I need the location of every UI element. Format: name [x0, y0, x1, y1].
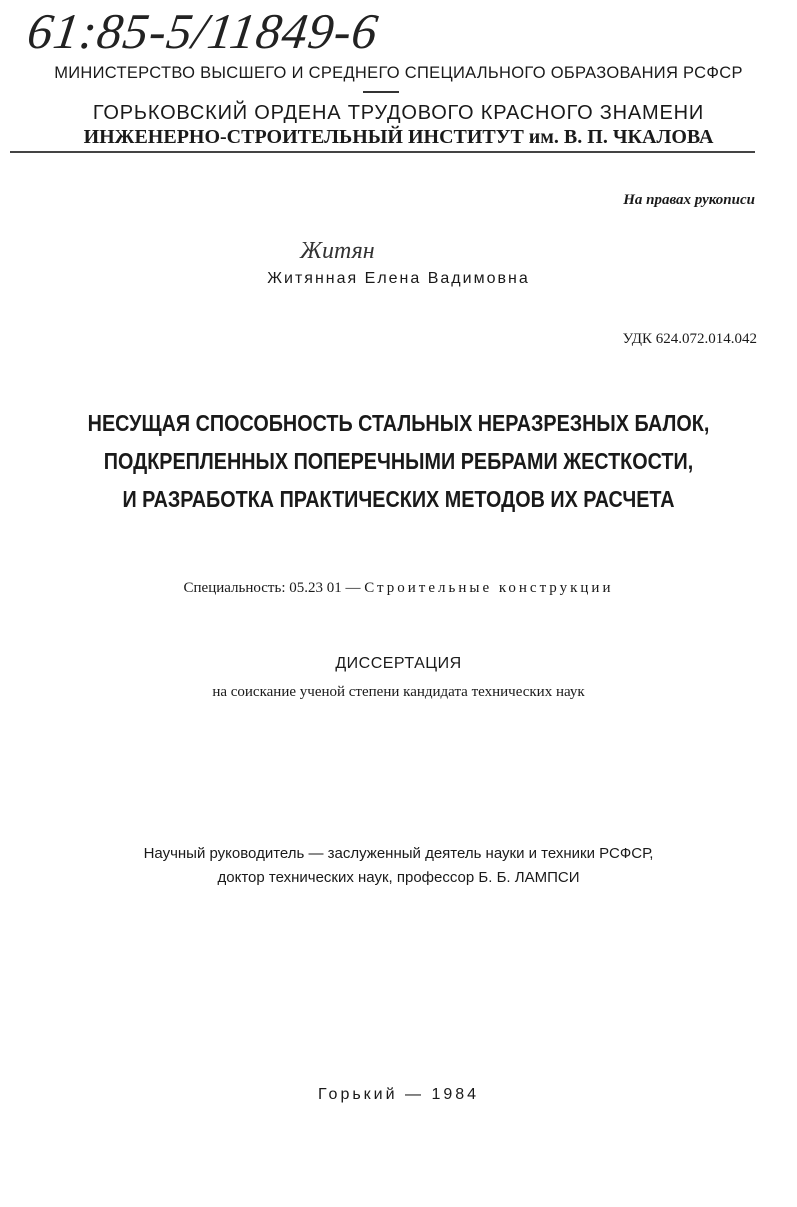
degree-sought: на соискание ученой степени кандидата технических наук	[212, 684, 585, 700]
title-line: НЕСУЩАЯ СПОСОБНОСТЬ СТАЛЬНЫХ НЕРАЗРЕЗНЫХ БАЛОК,	[87, 410, 710, 436]
institute-line-2: ИНЖЕНЕРНО-СТРОИТЕЛЬНЫЙ ИНСТИТУТ им. В. П. ЧКАЛОВА	[83, 126, 714, 148]
separator	[363, 91, 399, 93]
manuscript-rights: На правах рукописи	[623, 192, 755, 208]
specialty	[0, 580, 797, 597]
author-name: Житянная Елена Вадимовна	[267, 270, 530, 287]
specialty-name: Строительные конструкции	[364, 580, 614, 596]
city-year: Горький — 1984	[317, 1086, 480, 1103]
supervisor-line: доктор технических наук, профессор Б. Б. ЛАМПСИ	[217, 869, 580, 886]
header-rule	[10, 151, 755, 153]
document-type: ДИССЕРТАЦИЯ	[335, 655, 462, 672]
title-line: И РАЗРАБОТКА ПРАКТИЧЕСКИХ МЕТОДОВ ИХ РАСЧЕТА	[122, 486, 675, 512]
specialty-prefix: Специальность: 05.23 01 —	[183, 580, 361, 596]
supervisor-line: Научный руководитель — заслуженный деятель науки и техники РСФСР,	[143, 845, 654, 862]
archive-number-handwritten: 61:85-5/11849-6	[24, 3, 383, 59]
dissertation-title	[56, 404, 741, 518]
ministry-heading: МИНИСТЕРСТВО ВЫСШЕГО И СРЕДНЕГО СПЕЦИАЛЬНОГО ОБРАЗОВАНИЯ РСФСР	[54, 64, 743, 82]
title-line: ПОДКРЕПЛЕННЫХ ПОПЕРЕЧНЫМИ РЕБРАМИ ЖЕСТКОСТИ,	[103, 448, 694, 474]
institute-line-1: ГОРЬКОВСКИЙ ОРДЕНА ТРУДОВОГО КРАСНОГО ЗНАМЕНИ	[92, 102, 705, 124]
supervisor	[0, 842, 797, 890]
author-signature: Житян	[300, 238, 375, 264]
udk-code: УДК 624.072.014.042	[622, 331, 757, 347]
